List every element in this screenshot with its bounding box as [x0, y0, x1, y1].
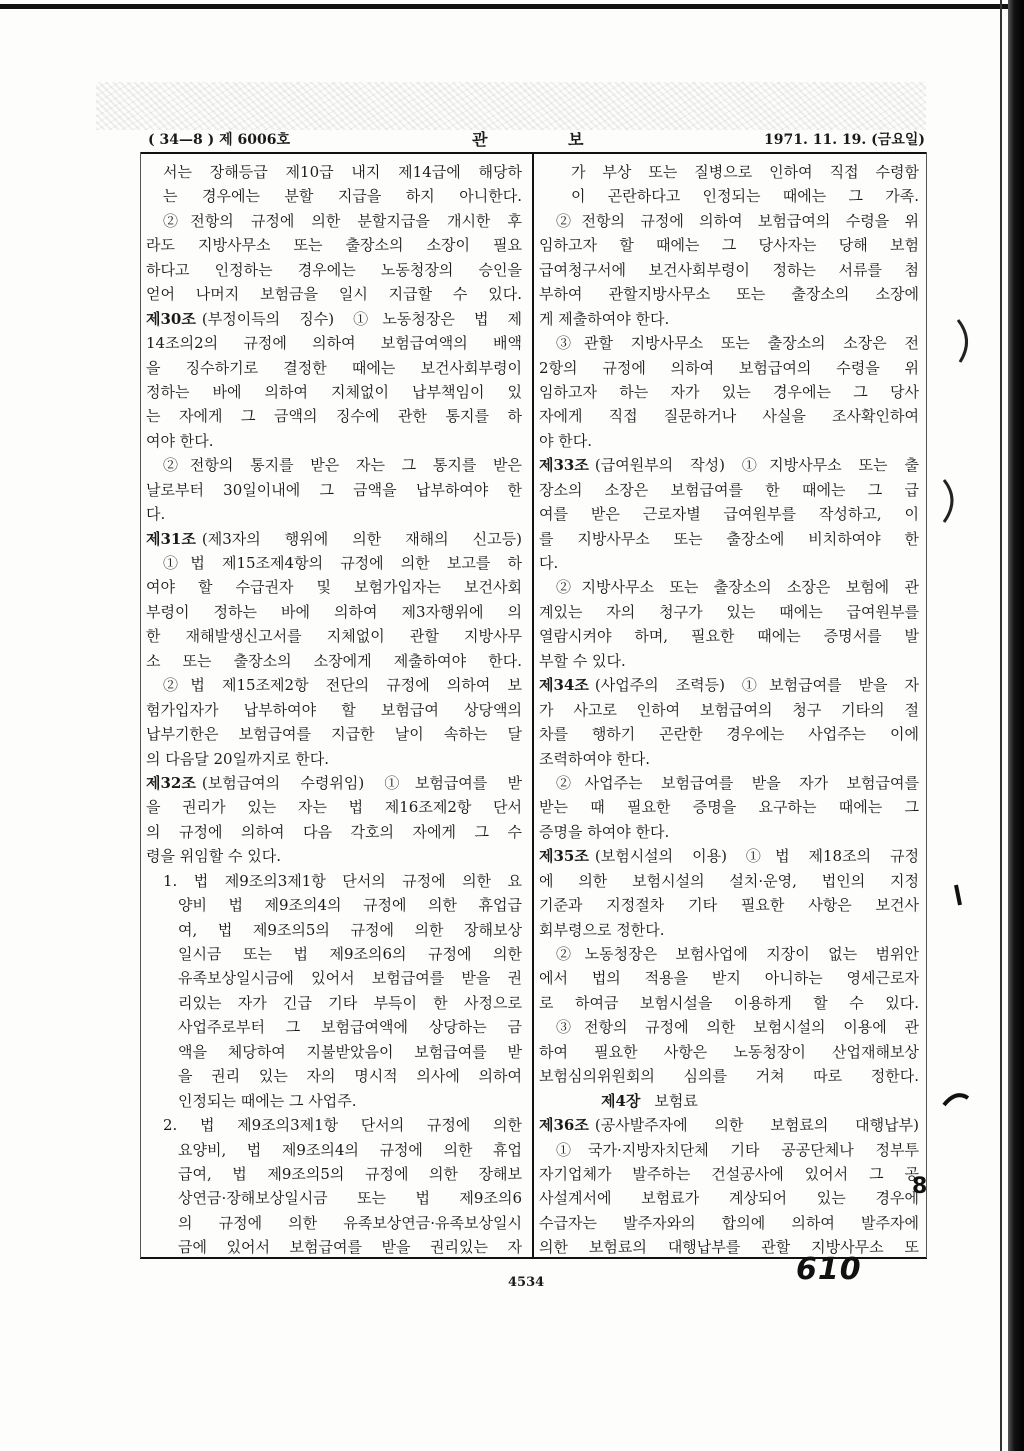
- text-line: ②사업주는 보험급여를 받을 자가 보험급여를: [556, 773, 919, 792]
- text-line: 에서 법의 적용을 받지 아니하는 영세근로자: [539, 969, 919, 988]
- text-line: 조력하여야 한다.: [539, 749, 650, 768]
- text-line: ②노동청장은 보험사업에 지장이 없는 범위안: [556, 945, 919, 963]
- text-line: 의한 보험료의 대행납부를 관할 지방사무소 또: [539, 1238, 919, 1257]
- text-line: 장소의 소장은 보험급여를 한 때에는 그 급: [539, 480, 919, 499]
- text-line: 요양비, 법 제9조의4의 규정에 의한 휴업: [178, 1140, 522, 1159]
- article-text: (공사발주자에 의한 보험료의 대행납부): [594, 1116, 919, 1135]
- text-line: 여야 할 수급권자 및 보험가입자는 보건사회: [146, 578, 522, 597]
- text-line: 자에게 직접 질문하거나 사실을 조사확인하여: [539, 407, 919, 426]
- text-line: ②전항의 규정에 의한 분할지급을 개시한 후: [163, 211, 522, 230]
- text-line: 을 권리가 있는 자는 법 제16조제2항 단서: [146, 798, 522, 817]
- text-line: 여를 받은 근로자별 급여원부를 작성하고, 이: [539, 505, 919, 524]
- text-line: 가 사고로 인하여 보험급여의 청구 기타의 절: [539, 700, 919, 719]
- text-line: 의 규정에 의하여 다음 각호의 자에게 그 수: [146, 822, 522, 841]
- text-line: 이 곤란하다고 인정되는 때에는 그 가족.: [571, 187, 919, 206]
- chapter-heading: [539, 1089, 919, 1113]
- text-line: 액을 체당하여 지불받았음이 보험급여를 받: [178, 1042, 522, 1061]
- handwritten-margin-marks: [930, 300, 990, 1120]
- article-text: (사업주의 조력등) ①보험급여를 받을 자: [594, 676, 919, 695]
- text-line: 다.: [146, 505, 166, 524]
- list-item: 2. 법 제9조의3제1항 단서의 규정에 의한: [163, 1116, 522, 1135]
- article-number: 제33조: [539, 456, 589, 475]
- handwritten-mark: [958, 320, 967, 362]
- text-line: 로 하여금 보험시설을 이용하게 할 수 있다.: [539, 993, 919, 1012]
- text-line: 유족보상일시금에 있어서 보험급여를 받을 권: [178, 969, 522, 988]
- article-number: 제35조: [539, 847, 589, 866]
- text-line: 납부기한은 보험급여를 지급한 날이 속하는 달: [146, 725, 522, 744]
- text-line: 급여청구서에 보건사회부령이 정하는 서류를 첨: [539, 260, 919, 279]
- article-number: 제30조: [146, 309, 196, 328]
- text-line: 계있는 자의 청구가 있는 때에는 급여원부를: [539, 602, 919, 621]
- text-line: 는 자에게 그 금액의 징수에 관한 통지를 하: [146, 407, 522, 426]
- article-text: (보험시설의 이용) ①법 제18조의 규정: [594, 847, 919, 866]
- text-line: 금에 있어서 보험급여를 받을 권리있는 자: [178, 1238, 522, 1257]
- article-number: 제36조: [539, 1116, 589, 1135]
- text-line: 사설계서에 보험료가 계상되어 있는 경우에: [539, 1189, 919, 1208]
- text-line: ②전항의 규정에 의하여 보험급여의 수령을 위: [556, 211, 919, 230]
- right-column: [539, 160, 919, 1260]
- handwritten-mark: [944, 480, 952, 522]
- article-line: [539, 1113, 919, 1137]
- text-line: 받는 때 필요한 증명을 요구하는 때에는 그: [539, 798, 919, 817]
- text-line: 가 부상 또는 질병으로 인하여 직접 수령함: [571, 163, 919, 181]
- gazette-title-part-1: 관: [472, 130, 488, 149]
- text-line: 사업주로부터 그 보험급여액에 상당하는 금: [178, 1018, 522, 1037]
- text-line: 를 지방사무소 또는 출장소에 비치하여야 한: [539, 529, 919, 548]
- handwritten-page-number: 610: [796, 1252, 862, 1287]
- text-line: 령을 위임할 수 있다.: [146, 847, 281, 866]
- scan-top-edge: [0, 4, 1010, 9]
- text-line: 날로부터 30일이내에 그 금액을 납부하여야 한: [146, 480, 522, 499]
- article-line: [146, 771, 522, 795]
- chapter-title: 보험료: [654, 1091, 698, 1110]
- scan-noise: [96, 82, 926, 130]
- text-line: ①국가·지방자치단체 기타 공공단체나 정부투: [556, 1140, 919, 1159]
- text-line: 증명을 하여야 한다.: [539, 822, 670, 841]
- text-line: 여, 법 제9조의5의 규정에 의한 장해보상: [178, 920, 522, 939]
- text-line: ③전항의 규정에 의한 보험시설의 이용에 관: [556, 1018, 919, 1037]
- article-text: (부정이득의 징수) ①노동청장은 법 제: [201, 309, 522, 328]
- scan-right-line: [1000, 0, 1002, 1451]
- article-number: 제31조: [146, 529, 196, 548]
- handwritten-mark: [944, 1095, 968, 1105]
- article-line: [539, 453, 919, 477]
- text-line: 열람시켜야 하며, 필요한 때에는 증명서를 발: [539, 627, 919, 646]
- issue-number: ( 34—8 ) 제 6006호: [148, 132, 290, 148]
- text-line: 부하여 관할지방사무소 또는 출장소의 소장에: [539, 285, 919, 304]
- article-number: 제32조: [146, 773, 196, 792]
- text-line: ②법 제15조제2항 전단의 규정에 의하여 보: [163, 676, 522, 695]
- scan-right-edge: [1008, 0, 1024, 1451]
- article-line: [146, 307, 522, 331]
- text-line: 부령이 정하는 바에 의하여 제3자행위에 의: [146, 602, 522, 621]
- text-line: 다.: [539, 554, 559, 572]
- text-line: 2항의 규정에 의하여 보험급여의 수령을 위: [539, 358, 919, 377]
- text-line: 을 징수하기로 결정한 때에는 보건사회부령이: [146, 358, 522, 377]
- text-line: ②전항의 통지를 받은 자는 그 통지를 받은: [163, 456, 522, 475]
- text-line: 야 한다.: [539, 431, 593, 450]
- text-line: 의 규정에 의한 유족보상연금·유족보상일시: [178, 1213, 522, 1232]
- text-line: 험가입자가 납부하여야 할 보험급여 상당액의: [146, 700, 522, 719]
- text-line: 하다고 인정하는 경우에는 노동청장의 승인을: [146, 260, 522, 279]
- text-line: 보험심의위원회의 심의를 거쳐 따로 정한다.: [539, 1067, 919, 1086]
- page-number: 4534: [508, 1275, 545, 1290]
- text-line: 회부령으로 정한다.: [539, 920, 665, 939]
- text-line: 리있는 자가 긴급 기타 부득이 한 사정으로: [178, 993, 522, 1012]
- list-item: 1. 법 제9조의3제1항 단서의 규정에 의한 요: [163, 871, 522, 890]
- text-line: 일시금 또는 법 제9조의6의 규정에 의한: [178, 945, 522, 963]
- text-line: 14조의2의 규정에 의하여 보험급여액의 배액: [146, 334, 522, 353]
- text-line: 차를 행하기 곤란한 경우에는 사업주는 이에: [539, 725, 919, 744]
- article-line: [539, 673, 919, 697]
- text-line: 기준과 지정절차 기타 필요한 사항은 보건사: [539, 896, 919, 915]
- left-column: [146, 160, 522, 1260]
- text-line: 자기업체가 발주하는 건설공사에 있어서 그 공: [539, 1164, 919, 1183]
- text-line: 상연금·장해보상일시금 또는 법 제9조의6: [178, 1189, 522, 1208]
- text-line: 급여, 법 제9조의5의 규정에 의한 장해보: [178, 1164, 522, 1183]
- text-line: 라도 지방사무소 또는 출장소의 소장이 필요: [146, 236, 522, 255]
- text-line: 인정되는 때에는 그 사업주.: [178, 1091, 357, 1110]
- text-line: 게 제출하여야 한다.: [539, 309, 670, 328]
- text-line: 을 권리 있는 자의 명시적 의사에 의하여: [178, 1067, 522, 1086]
- article-line: [146, 527, 522, 551]
- article-text: (보험급여의 수령위임) ①보험급여를 받: [201, 773, 522, 792]
- article-number: 제34조: [539, 676, 589, 695]
- text-line: 의 다음달 20일까지로 한다.: [146, 749, 330, 768]
- text-line: 양비 법 제9조의4의 규정에 의한 휴업급: [178, 896, 522, 915]
- text-line: 소 또는 출장소의 소장에게 제출하여야 한다.: [146, 651, 522, 670]
- right-border: [926, 152, 927, 1258]
- text-line: 는 경우에는 분할 지급을 하지 아니한다.: [163, 187, 522, 206]
- text-line: 얻어 나머지 보험금을 일시 지급할 수 있다.: [146, 285, 522, 304]
- text-line: 하여 필요한 사항은 노동청장이 산업재해보상: [539, 1042, 919, 1061]
- article-text: (급여원부의 작성) ①지방사무소 또는 출: [594, 456, 919, 475]
- text-line: ②지방사무소 또는 출장소의 소장은 보험에 관: [556, 578, 919, 597]
- text-line: 부할 수 있다.: [539, 651, 626, 670]
- article-line: [539, 844, 919, 868]
- left-border: [140, 152, 141, 1258]
- text-line: 여야 한다.: [146, 431, 214, 450]
- gazette-title-part-2: 보: [568, 130, 584, 149]
- text-line: ①법 제15조제4항의 규정에 의한 보고를 하: [163, 554, 522, 572]
- text-line: 정하는 바에 의하여 지체없이 납부책임이 있: [146, 382, 522, 401]
- text-line: ③관할 지방사무소 또는 출장소의 소장은 전: [556, 334, 919, 353]
- column-divider: [532, 152, 534, 1258]
- text-line: 수급자는 발주자와의 합의에 의하여 발주자에: [539, 1213, 919, 1232]
- text-line: 서는 장해등급 제10급 내지 제14급에 해당하: [163, 163, 522, 181]
- article-text: (제3자의 행위에 의한 재해의 신고등): [201, 529, 522, 548]
- issue-date: 1971. 11. 19. (금요일): [764, 132, 925, 148]
- text-line: 임하고자 할 때에는 그 당사자는 당해 보험: [539, 236, 919, 255]
- chapter-number: 제4장: [601, 1091, 641, 1110]
- handwritten-mark: [956, 885, 960, 905]
- text-line: 임하고자 하는 자가 있는 경우에는 그 당사: [539, 382, 919, 401]
- margin-handwritten-mark: 8: [912, 1174, 928, 1199]
- text-line: 에 의한 보험시설의 설치·운영, 법인의 지정: [539, 871, 919, 890]
- text-line: 한 재해발생신고서를 지체없이 관할 지방사무: [146, 627, 522, 646]
